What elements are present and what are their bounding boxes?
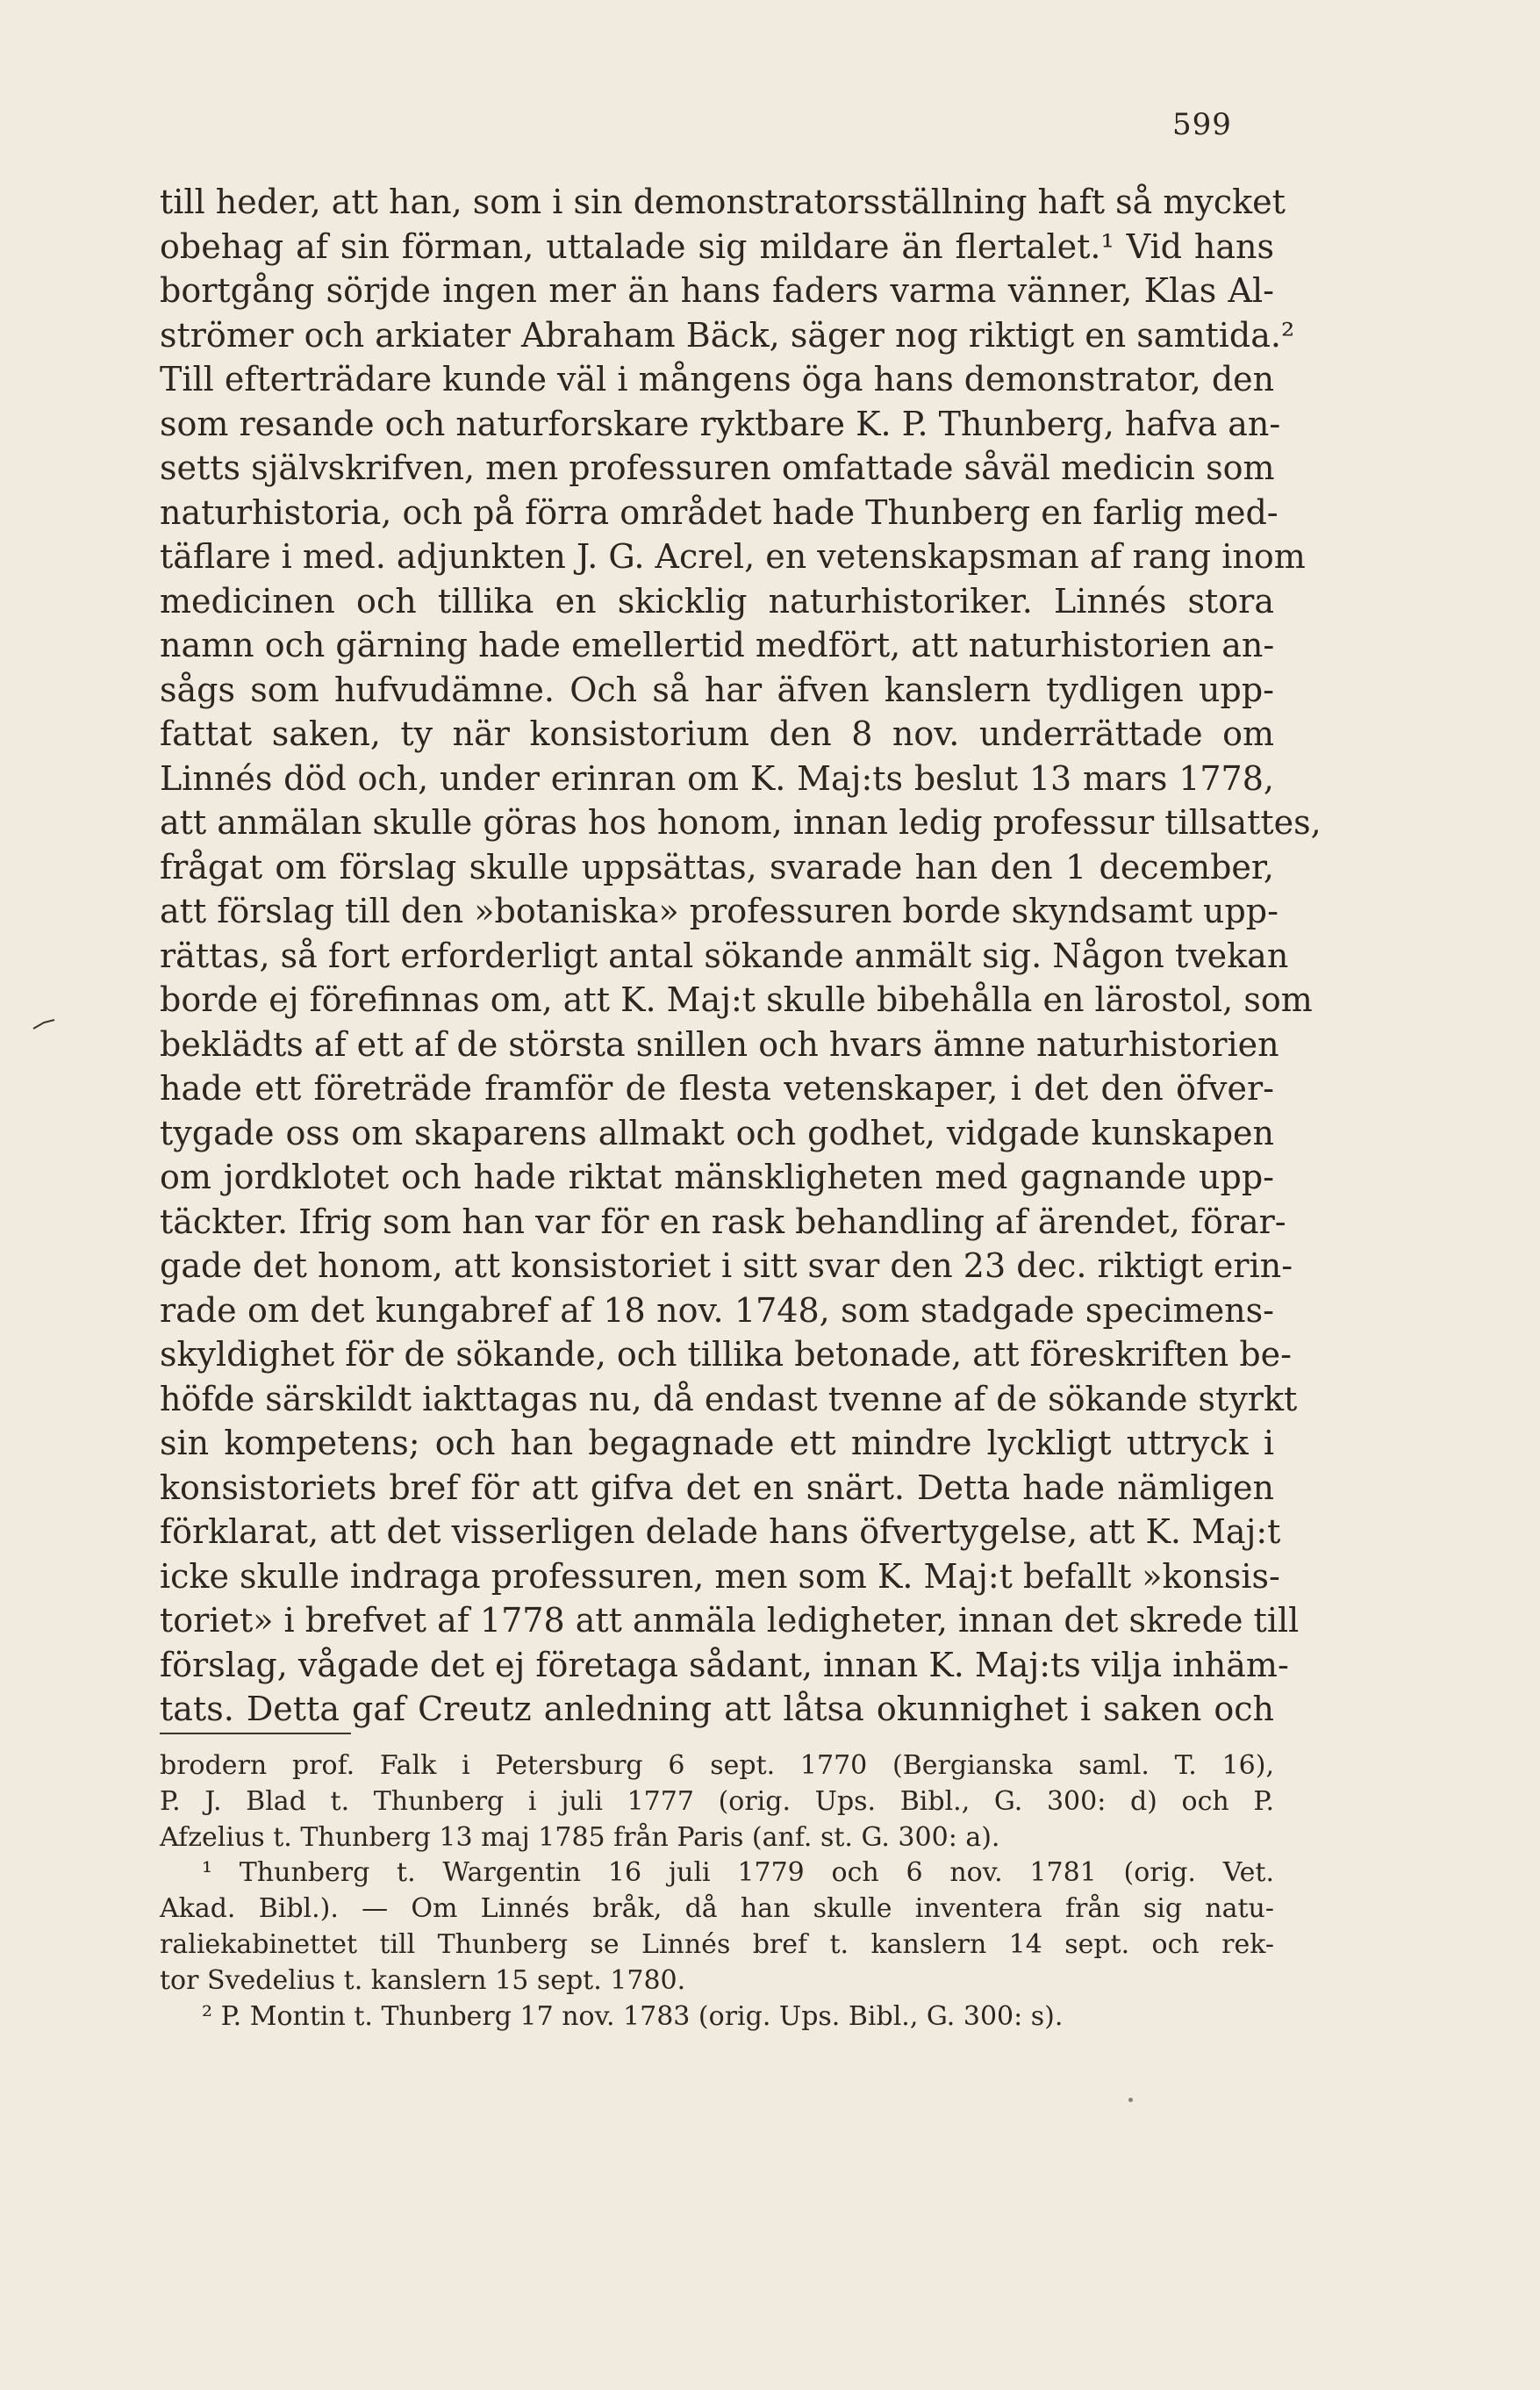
page-number: 599	[1172, 107, 1232, 142]
body-line: setts självskrifven, men professuren omfattade såväl medicin som	[160, 449, 1275, 487]
body-line: att anmälan skulle göras hos honom, innan ledig professur tillsattes,	[160, 803, 1322, 842]
footnote-line: brodern prof. Falk i Petersburg 6 sept. 1770 (Bergianska saml. T. 16),	[160, 1750, 1274, 1781]
body-line: strömer och arkiater Abraham Bäck, säger nog riktigt en samtida.²	[160, 315, 1295, 355]
body-line: skyldighet för de sökande, och tillika betonade, att föreskriften be-	[160, 1335, 1293, 1374]
body-line: bortgång sörjde ingen mer än hans faders varma vänner, Klas Al-	[160, 271, 1274, 310]
body-line: sågs som hufvudämne. Och så har äfven kanslern tydligen upp-	[160, 670, 1274, 709]
body-line: om jordklotet och hade riktat mänskligheten med gagnande upp-	[160, 1158, 1274, 1196]
footnote-line: Akad. Bibl.). — Om Linnés bråk, då han skulle inventera från sig natu-	[160, 1893, 1274, 1925]
body-line: tats. Detta gaf Creutz anledning att låtsa okunnighet i saken och	[160, 1690, 1274, 1728]
body-text	[160, 180, 1322, 1732]
body-line: tygade oss om skaparens allmakt och godhet, vidgade kunskapen	[160, 1113, 1274, 1152]
body-line: toriet» i brefvet af 1778 att anmäla ledigheter, innan det skrede till	[160, 1601, 1300, 1640]
body-line: höfde särskildt iakttagas nu, då endast tvenne af de sökande styrkt	[160, 1379, 1298, 1418]
footnote-line: raliekabinettet till Thunberg se Linnés bref t. kanslern 14 sept. och rek-	[160, 1928, 1274, 1960]
body-line: borde ej förefinnas om, att K. Maj:t skulle bibehålla en lärostol, som	[160, 980, 1313, 1019]
body-line: täckter. Ifrig som han var för en rask behandling af ärendet, förar-	[160, 1202, 1286, 1241]
footnote-line: P. J. Blad t. Thunberg i juli 1777 (orig. Ups. Bibl., G. 300: d) och P.	[160, 1785, 1274, 1817]
footnote-line: tor Svedelius t. kanslern 15 sept. 1780.	[160, 1964, 686, 1996]
footnote-rule	[160, 1733, 351, 1734]
body-line: rättas, så fort erforderligt antal sökande anmält sig. Någon tvekan	[160, 936, 1289, 975]
footnote-line: ² P. Montin t. Thunberg 17 nov. 1783 (orig. Ups. Bibl., G. 300: s).	[202, 2000, 1064, 2032]
body-line: obehag af sin förman, uttalade sig mildare än flertalet.¹ Vid hans	[160, 226, 1274, 266]
body-line: gade det honom, att konsistoriet i sitt svar den 23 dec. riktigt erin-	[160, 1246, 1293, 1285]
body-line: förklarat, att det visserligen delade hans öfvertygelse, att K. Maj:t	[160, 1512, 1281, 1551]
body-line: Till efterträdare kunde väl i mångens öga hans demonstrator, den	[160, 360, 1275, 398]
body-line: Linnés död och, under erinran om K. Maj:ts beslut 13 mars 1778,	[160, 758, 1274, 798]
paper-speck	[1128, 2098, 1133, 2102]
body-line: hade ett företräde framför de flesta vetenskaper, i det den öfver-	[160, 1069, 1274, 1108]
body-line: frågat om förslag skulle uppsättas, svarade han den 1 december,	[160, 847, 1274, 886]
body-line: medicinen och tillika en skicklig naturhistoriker. Linnés stora	[160, 581, 1274, 621]
pencil-mark-icon	[32, 1018, 56, 1030]
body-line: till heder, att han, som i sin demonstratorsställning haft så mycket	[160, 183, 1286, 221]
body-line: konsistoriets bref för att gifva det en snärt. Detta hade nämligen	[160, 1468, 1274, 1507]
body-line: att förslag till den »botaniska» professuren borde skyndsamt upp-	[160, 892, 1279, 930]
body-line: beklädts af ett af de största snillen och hvars ämne naturhistorien	[160, 1024, 1279, 1064]
footnotes	[160, 1748, 1274, 2035]
body-line: rade om det kungabref af 18 nov. 1748, som stadgade specimens-	[160, 1290, 1274, 1330]
footnote-line: Afzelius t. Thunberg 13 maj 1785 från Paris (anf. st. G. 300: a).	[160, 1821, 1000, 1853]
body-line: täflare i med. adjunkten J. G. Acrel, en vetenskapsman af rang inom	[160, 537, 1306, 576]
footnote-line: ¹ Thunberg t. Wargentin 16 juli 1779 och 6 nov. 1781 (orig. Vet.	[202, 1857, 1274, 1889]
body-line: förslag, vågade det ej företaga sådant, innan K. Maj:ts vilja inhäm-	[160, 1645, 1289, 1684]
body-line: sin kompetens; och han begagnade ett mindre lyckligt uttryck i	[160, 1424, 1274, 1462]
body-line: fattat saken, ty när konsistorium den 8 nov. underrättade om	[160, 714, 1274, 753]
body-line: icke skulle indraga professuren, men som K. Maj:t befallt »konsis-	[160, 1556, 1280, 1596]
body-line: som resande och naturforskare ryktbare K. P. Thunberg, hafva an-	[160, 404, 1281, 443]
body-line: namn och gärning hade emellertid medfört, att naturhistorien an-	[160, 626, 1275, 664]
body-line: naturhistoria, och på förra området hade Thunberg en farlig med-	[160, 492, 1279, 532]
